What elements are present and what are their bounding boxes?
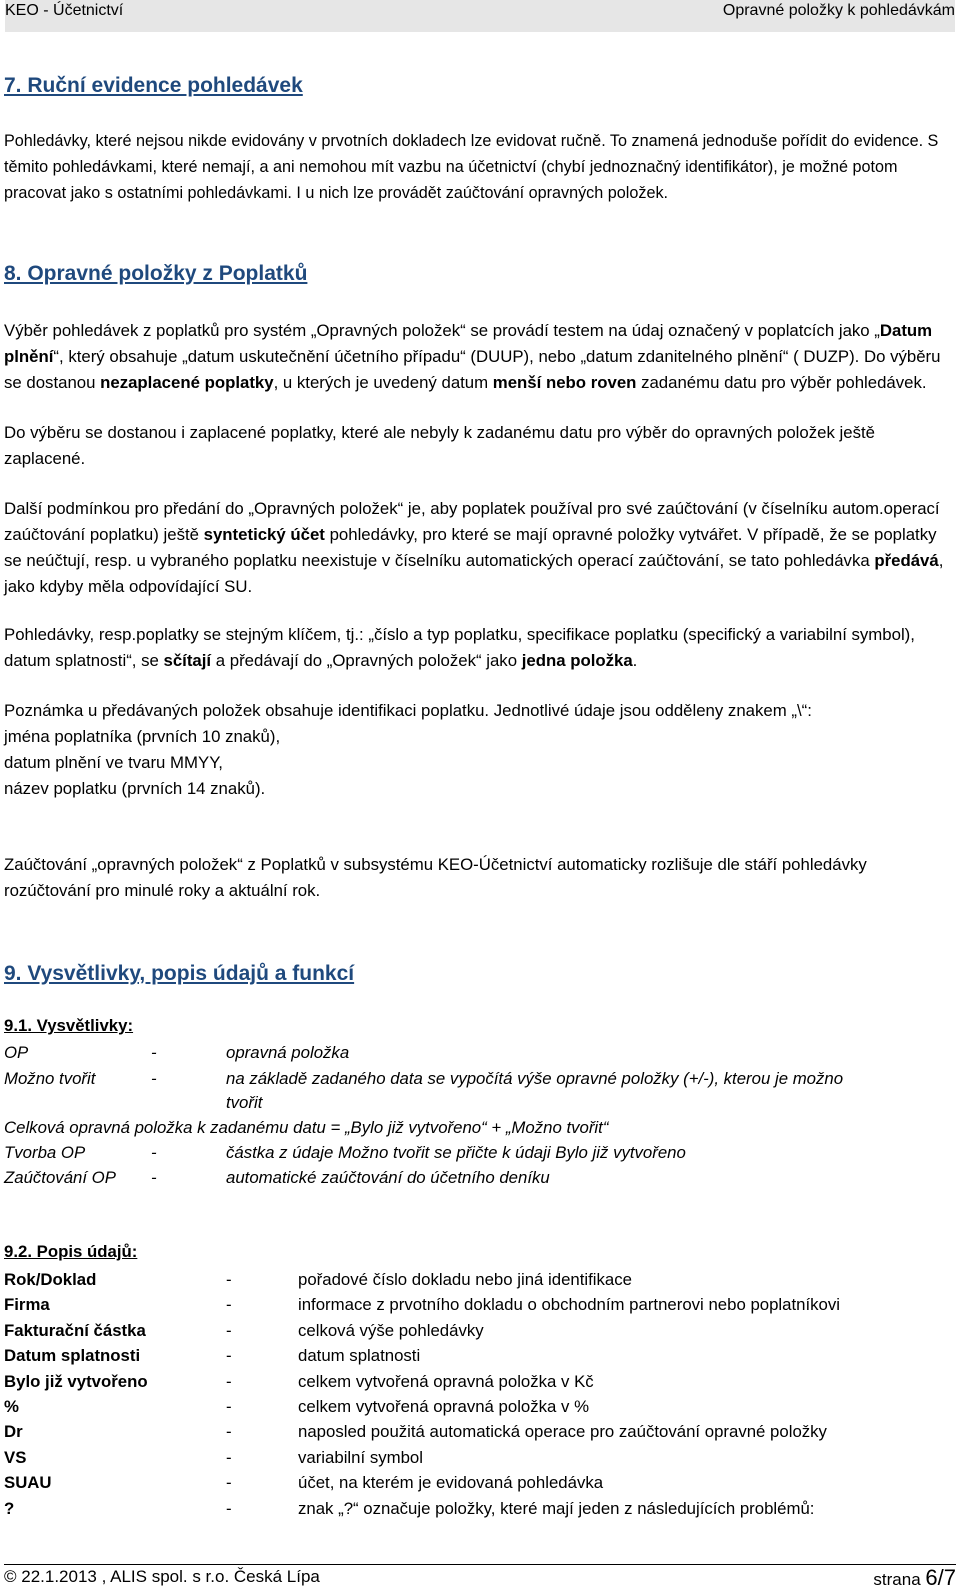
section-7-paragraph [4, 128, 950, 206]
field-term: Fakturační částka [4, 1320, 146, 1340]
field-term: Bylo již vytvořeno [4, 1371, 148, 1391]
def-term: OP [4, 1043, 29, 1062]
def-desc: opravná položka [226, 1043, 350, 1062]
bold-text: předává [874, 551, 939, 570]
footer-copyright: © 22.1.2013 , ALIS spol. s r.o. Česká Lípa [4, 1567, 320, 1586]
section-9-title: 9. Vysvětlivky, popis údajů a funkcí [4, 962, 355, 985]
bold-text: nezaplacené poplatky [100, 373, 274, 392]
header-right: Opravné položky k pohledávkám [722, 2, 955, 19]
s8-paragraph-6: Zaúčtování „opravných položek“ z Poplatků v subsystému KEO-Účetnictví automaticky rozlišuje dle stáří pohledávky rozúčtování pro minulé roky a aktuální rok. [4, 855, 867, 900]
field-desc: pořadové číslo dokladu nebo jiná identifikace [298, 1270, 632, 1289]
field-dash: - [226, 1498, 232, 1518]
field-term: SUAU [4, 1473, 52, 1493]
text: . [632, 651, 638, 670]
note-line: datum plnění ve tvaru MMYY, [4, 753, 223, 772]
page-footer [4, 1564, 956, 1590]
s7-text-1: Pohledávky, které nejsou nikde evidovány v prvotních dokladech lze evidovat ručně. To znamená jednoduše pořídit do evidence. S těmito pohledávkami, které nemají, a ani nemohou mít vazbu na účetnictví (chybí jednoznačný identifikátor), je možné potom pracovat jako s ostatními pohledávkami. [4, 132, 939, 202]
section-7-title: 7. Ruční evidence pohledávek [4, 74, 303, 97]
def-term: Tvorba OP [4, 1143, 86, 1162]
page-number: 6/7 [925, 1565, 956, 1590]
def-dash: - [151, 1143, 157, 1162]
field-dash: - [226, 1473, 232, 1493]
text: a předávají do „Opravných položek“ jako [211, 651, 522, 670]
page-label: strana [873, 1570, 921, 1589]
bold-text: jedna položka [521, 651, 633, 670]
def-dash: - [151, 1168, 157, 1187]
text: , u kterých je uvedený datum [273, 373, 493, 392]
field-desc: datum splatnosti [298, 1346, 421, 1366]
def-dash: - [151, 1043, 157, 1062]
field-dash: - [226, 1295, 232, 1315]
field-desc: celková výše pohledávky [298, 1320, 484, 1340]
field-term: ? [4, 1498, 15, 1518]
s8-paragraph-4 [4, 622, 950, 674]
s7-text-2: I u nich lze provádět zaúčtování opravných položek. [296, 184, 669, 202]
field-desc: variabilní symbol [298, 1447, 423, 1467]
text: , jako kdyby měla odpovídající SU. [4, 551, 944, 596]
def-desc: automatické zaúčtování do účetního deníku [226, 1168, 550, 1187]
s8-paragraph-3 [4, 496, 950, 600]
field-dash: - [226, 1346, 232, 1366]
def-desc: na základě zadaného data se vypočítá výše opravné položky (+/-), kterou je možno [226, 1069, 844, 1088]
s8-paragraph-5 [4, 698, 950, 802]
field-dash: - [226, 1447, 232, 1467]
formula-text: Celková opravná položka k zadanému datu = „Bylo již vytvořeno“ + „Možno tvořit“ [4, 1118, 609, 1137]
text: Další podmínkou pro předání do „Opravných položek“ je, aby poplatek používal pro své zaúčtování (v číselníku autom.operací zaúčtování poplatku) ještě [4, 499, 940, 544]
field-dash: - [226, 1422, 232, 1442]
bold-text: Datum plnění [4, 321, 933, 366]
field-desc: celkem vytvořená opravná položka v Kč [298, 1371, 594, 1391]
text: “, který obsahuje „datum uskutečnění účetního případu“ (DUUP), nebo „datum zdanitelného plnění“ ( DUZP). Do výběru se dostanou [4, 347, 941, 392]
s8-paragraph-2: Do výběru se dostanou i zaplacené poplatky, které ale nebyly k zadanému datu pro výběr do opravných položek ještě zaplacené. [4, 423, 875, 468]
bold-text: menší nebo roven [492, 373, 637, 392]
footer-page [873, 1565, 956, 1591]
section-8-title: 8. Opravné položky z Poplatků [4, 262, 308, 285]
field-desc: naposled použitá automatická operace pro zaúčtování opravné položky [298, 1422, 827, 1442]
page-header [5, 0, 955, 32]
field-dash: - [226, 1397, 232, 1416]
field-dash: - [226, 1270, 232, 1289]
def-desc: tvořit [226, 1093, 263, 1112]
field-desc: účet, na kterém je evidovaná pohledávka [298, 1473, 604, 1493]
field-term: Rok/Doklad [4, 1270, 97, 1289]
header-left: KEO - Účetnictví [5, 2, 124, 19]
s8-paragraph-1 [4, 318, 950, 396]
section-9-2-title: 9.2. Popis údajů: [4, 1242, 138, 1261]
field-desc: informace z prvotního dokladu o obchodním partnerovi nebo poplatníkovi [298, 1295, 840, 1315]
text: Pohledávky, resp.poplatky se stejným klíčem, tj.: „číslo a typ poplatku, specifikace poplatku (specifický a variabilní symbol), datum splatnosti“, se [4, 625, 915, 670]
text: zadanému datu pro výběr pohledávek. [636, 373, 927, 392]
field-term: % [4, 1397, 19, 1416]
def-term: Možno tvořit [4, 1069, 96, 1088]
bold-text: sčítají [163, 651, 212, 670]
note-intro: Poznámka u předávaných položek obsahuje identifikaci poplatku. Jednotlivé údaje jsou odděleny znakem „\“: [4, 701, 812, 720]
def-dash: - [151, 1069, 157, 1088]
field-term: Firma [4, 1295, 50, 1315]
field-dash: - [226, 1320, 232, 1340]
field-desc: znak „?“ označuje položky, které mají jeden z následujících problémů: [298, 1498, 815, 1518]
text: Výběr pohledávek z poplatků pro systém „Opravných položek“ se provádí testem na údaj označený v poplatcích jako „ [4, 321, 880, 340]
note-line: jména poplatníka (prvních 10 znaků), [4, 727, 281, 746]
section-9-1-title: 9.1. Vysvětlivky: [4, 1016, 134, 1035]
field-dash: - [226, 1371, 232, 1391]
def-term: Zaúčtování OP [4, 1168, 116, 1187]
field-term: Datum splatnosti [4, 1346, 141, 1366]
def-desc: částka z údaje Možno tvořit se přičte k údaji Bylo již vytvořeno [226, 1143, 686, 1162]
note-line: název poplatku (prvních 14 znaků). [4, 779, 266, 798]
field-desc: celkem vytvořená opravná položka v % [298, 1397, 590, 1416]
field-term: Dr [4, 1422, 23, 1442]
text: pohledávky, pro které se mají opravné položky vytvářet. V případě, že se poplatky se neúčtují, resp. u vybraného poplatku neexistuje v číselníku automatických operací zaúčtování, se tato pohledávka [4, 525, 937, 570]
bold-text: syntetický účet [203, 525, 325, 544]
field-term: VS [4, 1447, 27, 1467]
